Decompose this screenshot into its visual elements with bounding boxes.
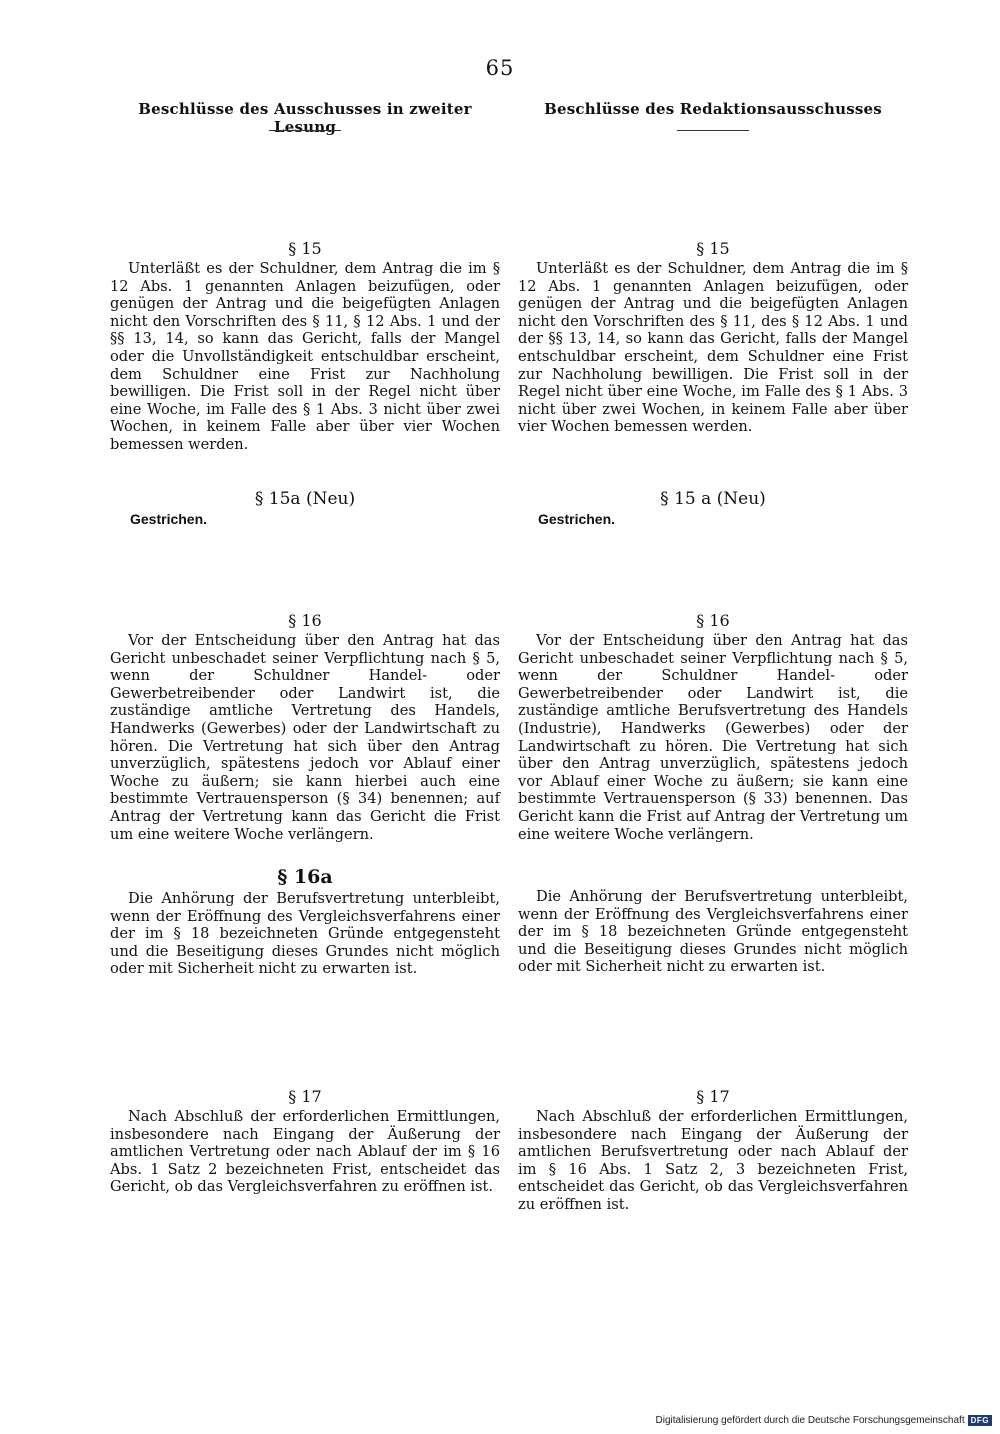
section-text: Gestrichen.	[130, 511, 208, 527]
right-section-16a	[518, 888, 908, 976]
left-section-17	[110, 1088, 500, 1196]
header-divider	[677, 130, 749, 131]
header-divider	[269, 130, 341, 131]
section-text: Die Anhörung der Berufsvertretung unterbleibt, wenn der Eröffnung des Vergleichsverfahrens einer der im § 18 bezeichneten Gründe entgegensteht und die Beseitigung dieses Grundes nicht möglich oder mit Sicherheit nicht zu erwarten ist.	[110, 890, 500, 978]
section-title: § 17	[696, 1087, 730, 1106]
section-text: Nach Abschluß der erforderlichen Ermittlungen, insbesondere nach Eingang der Äußerung der amtlichen Vertretung oder nach Ablauf der im § 16 Abs. 1 Satz 2 bezeichneten Frist, entscheidet das Gericht, ob das Vergleichsverfahren zu eröffnen ist.	[110, 1108, 500, 1196]
right-section-15	[518, 240, 908, 436]
right-section-17	[518, 1088, 908, 1214]
right-section-15a	[518, 490, 908, 528]
right-column	[518, 0, 908, 1300]
section-title: § 17	[288, 1087, 322, 1106]
section-text: Unterläßt es der Schuldner, dem Antrag die im § 12 Abs. 1 genannten Anlagen beizufügen, oder genügen der Antrag und die beigefügten Anlagen nicht den Vorschriften des § 11, des § 12 Abs. 1 und der §§ 13, 14, so kann das Gericht, falls der Mangel entschuldbar erscheint, dem Schuldner eine Frist zur Nachholung bewilligen. Die Frist soll in der Regel nicht über eine Woche, im Falle des § 1 Abs. 3 nicht über zwei Wochen, in keinem Falle aber über vier Wochen bemessen werden.	[518, 260, 908, 436]
section-text: Gestrichen.	[538, 511, 616, 527]
section-text: Vor der Entscheidung über den Antrag hat das Gericht unbeschadet seiner Verpflichtung nach § 5, wenn der Schuldner Handel- oder Gewerbetreibender oder Landwirt ist, die zuständige amtliche Berufsvertretung des Handels (Industrie), Handwerks (Gewerbes) oder der Landwirtschaft zu hören. Die Vertretung hat sich über den Antrag unverzüglich, spätestens jedoch vor Ablauf einer Woche zu äußern; sie kann eine bestimmte Vertrauensperson (§ 33) benennen. Das Gericht kann die Frist auf Antrag der Vertretung um eine weitere Woche verlängern.	[518, 632, 908, 843]
left-column	[110, 0, 500, 1300]
section-title: § 16a	[277, 866, 333, 888]
left-section-16	[110, 612, 500, 843]
section-title: § 15	[288, 239, 322, 258]
section-text: Die Anhörung der Berufsvertretung unterbleibt, wenn der Eröffnung des Vergleichsverfahrens einer der im § 18 bezeichneten Gründe entgegensteht und die Beseitigung dieses Grundes nicht möglich oder mit Sicherheit nicht zu erwarten ist.	[518, 888, 908, 976]
left-column-header: Beschlüsse des Ausschusses in zweiter Lesung	[138, 100, 472, 136]
section-text: Nach Abschluß der erforderlichen Ermittlungen, insbesondere nach Eingang der Äußerung der amtlichen Berufsvertretung oder nach Ablauf der im § 16 Abs. 1 Satz 2, 3 bezeichneten Frist, entscheidet das Gericht, ob das Vergleichsverfahren zu eröffnen ist.	[518, 1108, 908, 1213]
left-section-16a	[110, 866, 500, 978]
left-section-15	[110, 240, 500, 454]
dfg-logo: DFG	[968, 1415, 992, 1426]
section-title: § 15	[696, 239, 730, 258]
footer-text: Digitalisierung gefördert durch die Deutsche Forschungsgemeinschaft	[655, 1415, 965, 1426]
section-text: Vor der Entscheidung über den Antrag hat das Gericht unbeschadet seiner Verpflichtung nach § 5, wenn der Schuldner Handel- oder Gewerbetreibender oder Landwirt ist, die zuständige amtliche Vertretung des Handels, Handwerks (Gewerbes) oder der Landwirtschaft zu hören. Die Vertretung hat sich über den Antrag unverzüglich, spätestens jedoch vor Ablauf einer Woche zu äußern; sie kann hierbei auch eine bestimmte Vertrauensperson (§ 34) benennen; auf Antrag der Vertretung kann das Gericht die Frist um eine weitere Woche verlängern.	[110, 632, 500, 843]
section-title: § 15 a (Neu)	[660, 489, 766, 509]
section-text: Unterläßt es der Schuldner, dem Antrag die im § 12 Abs. 1 genannten Anlagen beizufügen, oder genügen der Antrag und die beigefügten Anlagen nicht den Vorschriften des § 11, § 12 Abs. 1 und der §§ 13, 14, so kann das Gericht, falls der Mangel oder die Unvollständigkeit entschuldbar erscheint, dem Schuldner eine Frist zur Nachholung bewilligen. Die Frist soll in der Regel nicht über eine Woche, im Falle des § 1 Abs. 3 nicht über zwei Wochen, in keinem Falle aber über vier Wochen bemessen werden.	[110, 260, 500, 453]
left-section-15a	[110, 490, 500, 528]
footer-credit	[656, 1415, 992, 1426]
section-title: § 16	[696, 611, 730, 630]
page-number: 65	[485, 56, 515, 80]
right-section-16	[518, 612, 908, 843]
section-title: § 16	[288, 611, 322, 630]
right-column-header: Beschlüsse des Redaktionsausschusses	[544, 100, 882, 118]
section-title: § 15a (Neu)	[254, 489, 356, 509]
